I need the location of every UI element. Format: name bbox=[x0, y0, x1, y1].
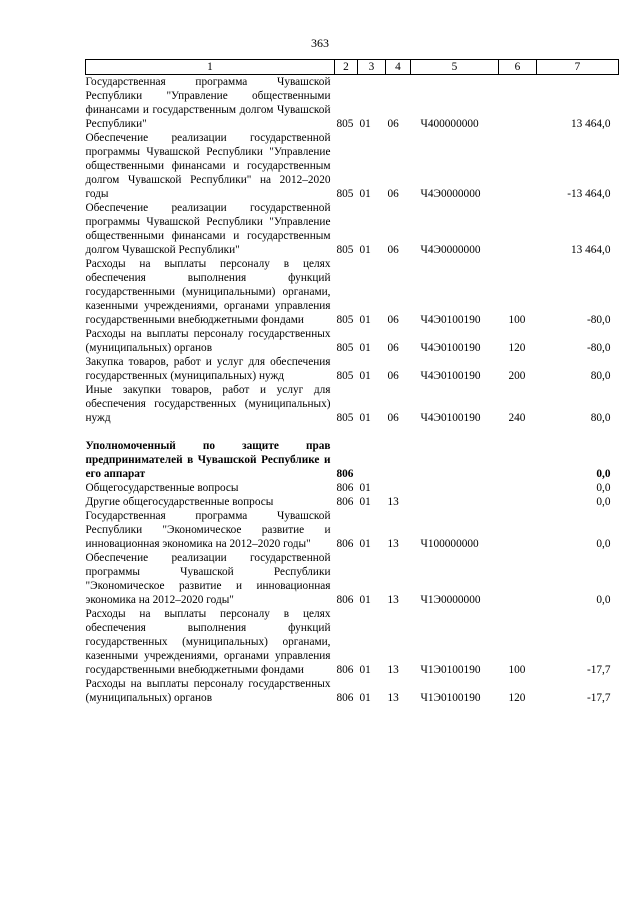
table-row bbox=[86, 677, 619, 705]
cell-target-article: Ч100000000 bbox=[420, 538, 479, 550]
header-col-3: 3 bbox=[358, 60, 386, 75]
cell-admin-code: 806 bbox=[336, 692, 354, 704]
header-col-2: 2 bbox=[335, 60, 358, 75]
cell-description: Обеспечение реализации государственной программы Чувашской Республики "Управление общественными финансами и государственным долгом Чувашской Республики" на 2012–2020 годы bbox=[85, 132, 331, 200]
header-col-4: 4 bbox=[386, 60, 411, 75]
cell-subsection: 13 bbox=[387, 496, 399, 508]
cell-description: Обеспечение реализации государственной программы Чувашской Республики "Экономическое развитие и инновационная экономика на 2012–2020 годы" bbox=[85, 552, 331, 606]
page-number: 363 bbox=[311, 36, 329, 50]
spacer-cell bbox=[86, 425, 619, 439]
cell-target-article: Ч1Э0100190 bbox=[420, 692, 481, 704]
cell-expense-type bbox=[499, 509, 537, 551]
cell-admin-code: 806 bbox=[336, 496, 354, 508]
cell-target-article: Ч4Э0000000 bbox=[420, 244, 481, 256]
cell-description: Расходы на выплаты персоналу в целях обеспечения выполнения функций государственных (муниципальных) органами, казенными учреждениями, органами управления государственными внебюджетными фондами bbox=[85, 608, 331, 676]
cell-target-article: Ч4Э0100190 bbox=[420, 370, 481, 382]
cell-subsection: 13 bbox=[387, 538, 399, 550]
cell-section: 01 bbox=[359, 118, 371, 130]
table-row bbox=[86, 75, 619, 132]
header-col-6: 6 bbox=[499, 60, 537, 75]
cell-section bbox=[358, 439, 386, 481]
cell-amount: -17,7 bbox=[586, 664, 611, 676]
cell-amount: 80,0 bbox=[590, 412, 611, 424]
cell-expense-type: 100 bbox=[508, 314, 526, 326]
cell-description: Обеспечение реализации государственной программы Чувашской Республики "Управление общественными финансами и государственным долгом Чувашской Республики" bbox=[85, 202, 331, 256]
cell-expense-type: 200 bbox=[508, 370, 526, 382]
cell-expense-type: 240 bbox=[508, 412, 526, 424]
cell-amount: 0,0 bbox=[596, 594, 611, 606]
cell-section: 01 bbox=[359, 370, 371, 382]
cell-expense-type: 120 bbox=[508, 692, 526, 704]
table-row bbox=[86, 327, 619, 355]
cell-amount: -13 464,0 bbox=[567, 188, 611, 200]
cell-target-article: Ч4Э0000000 bbox=[420, 188, 481, 200]
cell-admin-code: 806 bbox=[336, 482, 354, 494]
cell-admin-code: 805 bbox=[336, 342, 354, 354]
cell-admin-code: 805 bbox=[336, 244, 354, 256]
cell-admin-code: 805 bbox=[336, 412, 354, 424]
cell-description: Другие общегосударственные вопросы bbox=[85, 496, 274, 508]
cell-amount: 13 464,0 bbox=[570, 118, 611, 130]
cell-amount: -80,0 bbox=[586, 314, 611, 326]
cell-amount: 0,0 bbox=[596, 496, 611, 508]
cell-admin-code: 805 bbox=[336, 314, 354, 326]
cell-subsection bbox=[386, 439, 411, 481]
cell-target-article: Ч1Э0100190 bbox=[420, 664, 481, 676]
cell-description: Расходы на выплаты персоналу в целях обеспечения выполнения функций государственными (муниципальными) органами, казенными учреждениями, органами управления государственными внебюджетными фондами bbox=[85, 258, 331, 326]
cell-section: 01 bbox=[359, 412, 371, 424]
cell-admin-code: 806 bbox=[336, 468, 354, 480]
cell-admin-code: 805 bbox=[336, 370, 354, 382]
cell-target-article bbox=[411, 481, 499, 495]
cell-section: 01 bbox=[359, 244, 371, 256]
cell-target-article bbox=[411, 495, 499, 509]
cell-amount: -17,7 bbox=[586, 692, 611, 704]
cell-section: 01 bbox=[359, 482, 371, 494]
cell-section: 01 bbox=[359, 314, 371, 326]
cell-amount: 0,0 bbox=[596, 538, 611, 550]
header-col-1: 1 bbox=[86, 60, 335, 75]
cell-subsection: 06 bbox=[387, 412, 399, 424]
cell-amount: 0,0 bbox=[596, 482, 611, 494]
cell-target-article: Ч400000000 bbox=[420, 118, 479, 130]
table-row bbox=[86, 607, 619, 677]
cell-subsection: 06 bbox=[387, 342, 399, 354]
cell-description: Общегосударственные вопросы bbox=[85, 482, 239, 494]
spacer-row bbox=[86, 425, 619, 439]
cell-admin-code: 805 bbox=[336, 118, 354, 130]
table-row bbox=[86, 201, 619, 257]
table-row bbox=[86, 383, 619, 425]
table-row bbox=[86, 131, 619, 201]
cell-expense-type: 120 bbox=[508, 342, 526, 354]
cell-amount: 0,0 bbox=[596, 468, 611, 480]
header-col-7: 7 bbox=[537, 60, 619, 75]
budget-table bbox=[85, 59, 619, 705]
cell-expense-type: 100 bbox=[508, 664, 526, 676]
cell-section: 01 bbox=[359, 496, 371, 508]
table-row bbox=[86, 355, 619, 383]
cell-section: 01 bbox=[359, 188, 371, 200]
cell-amount: -80,0 bbox=[586, 342, 611, 354]
table-row bbox=[86, 551, 619, 607]
table-row bbox=[86, 509, 619, 551]
cell-target-article: Ч4Э0100190 bbox=[420, 342, 481, 354]
cell-section: 01 bbox=[359, 692, 371, 704]
cell-description: Закупка товаров, работ и услуг для обеспечения государственных (муниципальных) нужд bbox=[85, 356, 331, 382]
cell-amount: 13 464,0 bbox=[570, 244, 611, 256]
cell-section: 01 bbox=[359, 664, 371, 676]
cell-description: Государственная программа Чувашской Республики "Управление общественными финансами и государственным долгом Чувашской Республики" bbox=[85, 76, 331, 130]
cell-subsection: 06 bbox=[387, 314, 399, 326]
table-row bbox=[86, 495, 619, 509]
cell-subsection: 13 bbox=[387, 692, 399, 704]
cell-expense-type bbox=[499, 551, 537, 607]
cell-expense-type bbox=[499, 439, 537, 481]
cell-subsection: 06 bbox=[387, 244, 399, 256]
cell-subsection bbox=[386, 481, 411, 495]
cell-target-article: Ч1Э0000000 bbox=[420, 594, 481, 606]
cell-admin-code: 805 bbox=[336, 188, 354, 200]
table-row bbox=[86, 257, 619, 327]
cell-subsection: 13 bbox=[387, 664, 399, 676]
cell-admin-code: 806 bbox=[336, 538, 354, 550]
cell-target-article: Ч4Э0100190 bbox=[420, 412, 481, 424]
cell-target-article bbox=[411, 439, 499, 481]
cell-section: 01 bbox=[359, 342, 371, 354]
cell-description: Расходы на выплаты персоналу государственных (муниципальных) органов bbox=[85, 328, 331, 354]
header-col-5: 5 bbox=[411, 60, 499, 75]
cell-expense-type bbox=[499, 131, 537, 201]
cell-description: Расходы на выплаты персоналу государственных (муниципальных) органов bbox=[85, 678, 331, 704]
cell-description: Уполномоченный по защите прав предпринимателей в Чувашской Республике и его аппарат bbox=[85, 440, 331, 480]
cell-target-article: Ч4Э0100190 bbox=[420, 314, 481, 326]
cell-section: 01 bbox=[359, 594, 371, 606]
cell-admin-code: 806 bbox=[336, 594, 354, 606]
cell-amount: 80,0 bbox=[590, 370, 611, 382]
cell-subsection: 13 bbox=[387, 594, 399, 606]
cell-expense-type bbox=[499, 201, 537, 257]
cell-section: 01 bbox=[359, 538, 371, 550]
cell-subsection: 06 bbox=[387, 370, 399, 382]
table-header-row bbox=[86, 60, 619, 75]
cell-subsection: 06 bbox=[387, 118, 399, 130]
cell-subsection: 06 bbox=[387, 188, 399, 200]
cell-description: Иные закупки товаров, работ и услуг для обеспечения государственных (муниципальных) нужд bbox=[85, 384, 331, 424]
cell-admin-code: 806 bbox=[336, 664, 354, 676]
cell-expense-type bbox=[499, 481, 537, 495]
cell-expense-type bbox=[499, 495, 537, 509]
cell-description: Государственная программа Чувашской Республики "Экономическое развитие и инновационная экономика на 2012–2020 годы" bbox=[85, 510, 331, 550]
cell-expense-type bbox=[499, 75, 537, 132]
table-row bbox=[86, 439, 619, 481]
table-row bbox=[86, 481, 619, 495]
